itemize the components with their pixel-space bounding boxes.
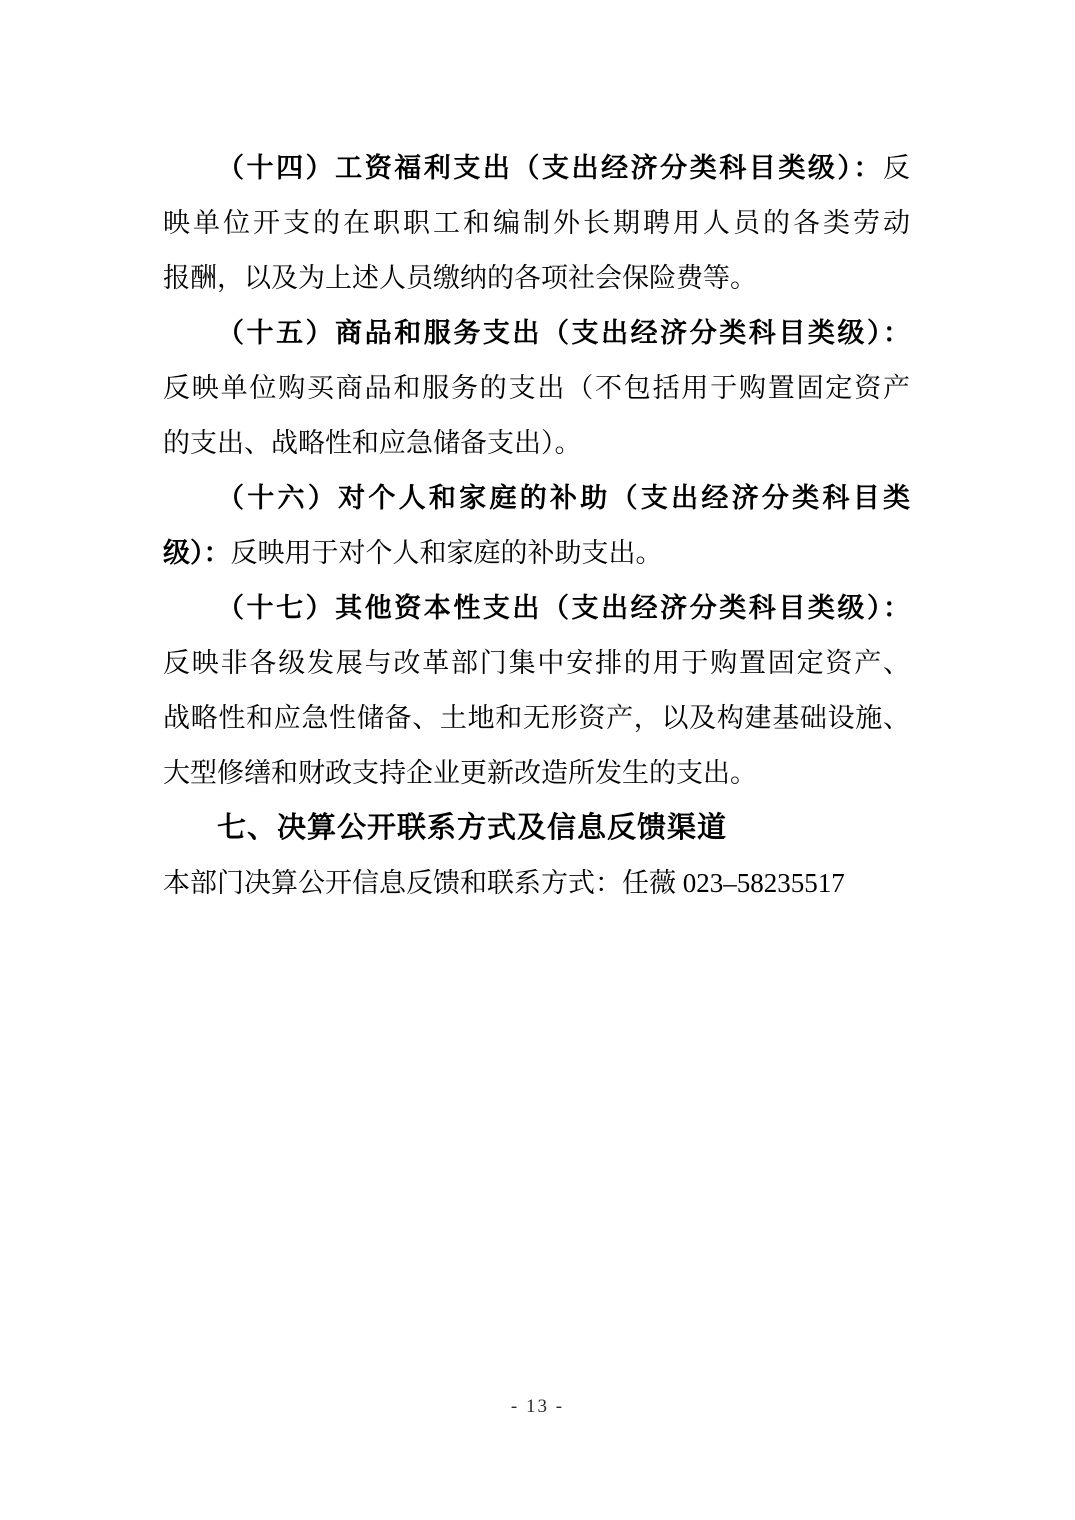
text-segment: 报酬，以及为上述人员缴纳的各项社会保险费等。 bbox=[163, 263, 757, 293]
text-segment: 级）： bbox=[163, 538, 231, 568]
document-body bbox=[163, 141, 910, 911]
text-segment: （十七）其他资本性支出（支出经济分类科目类级）： bbox=[217, 593, 910, 623]
text-segment: （十四）工资福利支出（支出经济分类科目类级）： bbox=[217, 153, 883, 183]
para-16-line-1 bbox=[163, 471, 910, 526]
text-segment: （十六）对个人和家庭的补助（支出经济分类科目类 bbox=[217, 483, 910, 513]
para-17-line-4 bbox=[163, 746, 910, 801]
text-segment: 反 bbox=[883, 153, 910, 183]
text-segment: 反映非各级发展与改革部门集中安排的用于购置固定资产、 bbox=[163, 648, 910, 678]
para-15-line-1 bbox=[163, 306, 910, 361]
para-15-line-2 bbox=[163, 361, 910, 416]
page-number: - 13 - bbox=[510, 1396, 565, 1417]
para-14-line-1 bbox=[163, 141, 910, 196]
para-16-line-2 bbox=[163, 526, 910, 581]
para-17-line-3 bbox=[163, 691, 910, 746]
text-segment: 映单位开支的在职职工和编制外长期聘用人员的各类劳动 bbox=[163, 208, 910, 238]
section-7-heading bbox=[163, 801, 910, 856]
text-segment: 本部门决算公开信息反馈和联系方式：任薇 023–58235517 bbox=[163, 868, 845, 898]
text-segment: 的支出、战略性和应急储备支出）。 bbox=[163, 428, 582, 458]
text-segment: 反映单位购买商品和服务的支出（不包括用于购置固定资产 bbox=[163, 373, 910, 403]
text-segment: 七、决算公开联系方式及信息反馈渠道 bbox=[217, 812, 728, 844]
text-segment: 战略性和应急性储备、土地和无形资产，以及构建基础设施、 bbox=[163, 703, 910, 733]
contact-line bbox=[163, 856, 910, 911]
para-14-line-2 bbox=[163, 196, 910, 251]
para-17-line-1 bbox=[163, 581, 910, 636]
para-17-line-2 bbox=[163, 636, 910, 691]
para-14-line-3 bbox=[163, 251, 910, 306]
text-segment: （十五）商品和服务支出（支出经济分类科目类级）： bbox=[217, 318, 910, 348]
page-footer bbox=[0, 1396, 1075, 1418]
text-segment: 反映用于对个人和家庭的补助支出。 bbox=[230, 538, 663, 568]
text-segment: 大型修缮和财政支持企业更新改造所发生的支出。 bbox=[163, 758, 757, 788]
para-15-line-3 bbox=[163, 416, 910, 471]
